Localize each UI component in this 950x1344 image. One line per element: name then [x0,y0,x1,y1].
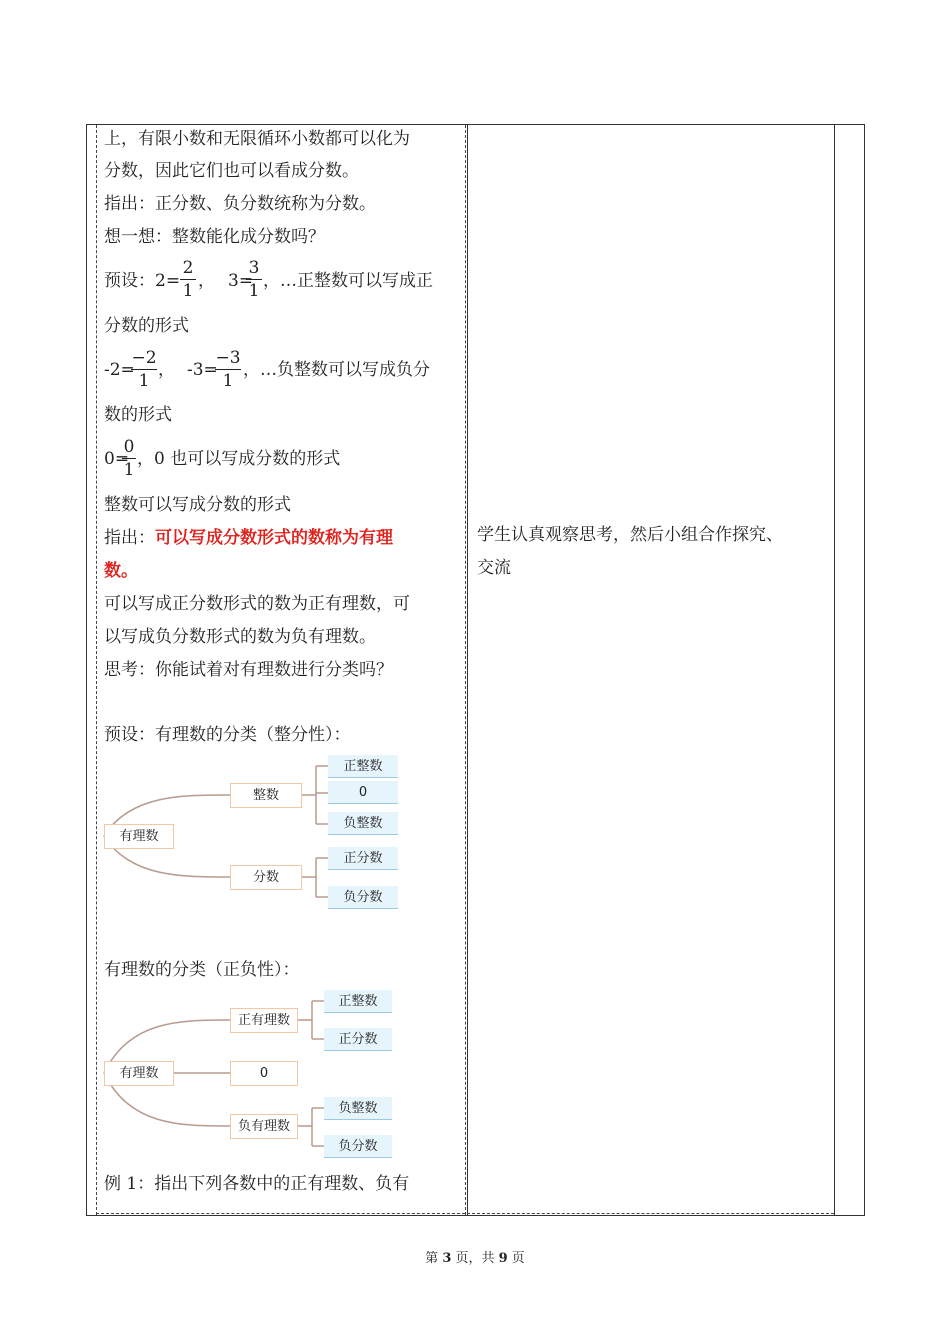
diagram-leaf: 正整数 [328,755,398,778]
diagram-node-fraction: 分数 [230,865,302,890]
page-number: 第 3 页，共 9 页 [425,1251,525,1266]
text-line: 数的形式 [104,405,172,425]
diagram-node-negative: 负有理数 [230,1114,298,1139]
text-line: 预设：有理数的分类（整分性）： [104,725,351,745]
highlight-definition: 可以写成分数形式的数称为有理 [155,528,393,548]
text-line: 整数可以写成分数的形式 [104,495,291,515]
diagram-leaf: 正分数 [324,1028,392,1051]
text-line: 3= [228,271,254,291]
diagram-leaf: 负整数 [328,812,398,835]
fraction: 2 1 [180,258,196,301]
text-line: -3= [187,360,218,380]
fraction: −2 1 [131,348,157,391]
highlight-definition-end: 数。 [104,561,138,581]
diagram-leaf: 正整数 [324,990,392,1013]
diagram-root: 有理数 [104,824,174,849]
text-line: 有理数的分类（正负性）： [104,960,300,980]
text-line: 上，有限小数和无限循环小数都可以化为 [104,129,410,149]
text-line: 思考：你能试着对有理数进行分类吗？ [104,660,393,680]
text-line: -2= [104,360,135,380]
diagram-root: 有理数 [104,1061,174,1086]
diagram-node-zero: 0 [230,1061,298,1086]
diagram-node-integer: 整数 [230,783,302,808]
text-line: 指出：正分数、负分数统称为分数。 [104,194,376,214]
fraction: 0 1 [123,437,135,480]
student-activity-text: 学生认真观察思考，然后小组合作探究、 [477,525,783,545]
fraction: −3 1 [215,348,241,391]
text-line: 可以写成正分数形式的数为正有理数，可 [104,594,410,614]
text-line: 指出：可以写成分数形式的数称为有理 [104,528,393,548]
diagram-leaf: 正分数 [328,847,398,870]
diagram-leaf: 0 [328,781,398,804]
text-line: ， [198,271,215,291]
diagram-node-positive: 正有理数 [230,1008,298,1033]
text-line: 预设：2= [104,271,181,291]
student-activity-text: 交流 [477,558,511,578]
text-line: 分数的形式 [104,316,189,336]
text-line: ，…正整数可以写成正 [263,271,433,291]
text-line: ，…负整数可以写成负分 [243,360,430,380]
diagram-leaf: 负分数 [324,1135,392,1158]
text-line: 例 1：指出下列各数中的正有理数、负有 [104,1174,410,1194]
text-line: 以写成负分数形式的数为负有理数。 [104,627,376,647]
text-line: 分数，因此它们也可以看成分数。 [104,161,359,181]
text-line: ， [158,360,175,380]
text-line: ，0 也可以写成分数的形式 [137,449,341,469]
text-line: 想一想：整数能化成分数吗？ [104,227,325,247]
diagram-leaf: 负整数 [324,1097,392,1120]
fraction: 3 1 [246,258,262,301]
text-line: 0= [104,449,130,469]
diagram-leaf: 负分数 [328,886,398,909]
